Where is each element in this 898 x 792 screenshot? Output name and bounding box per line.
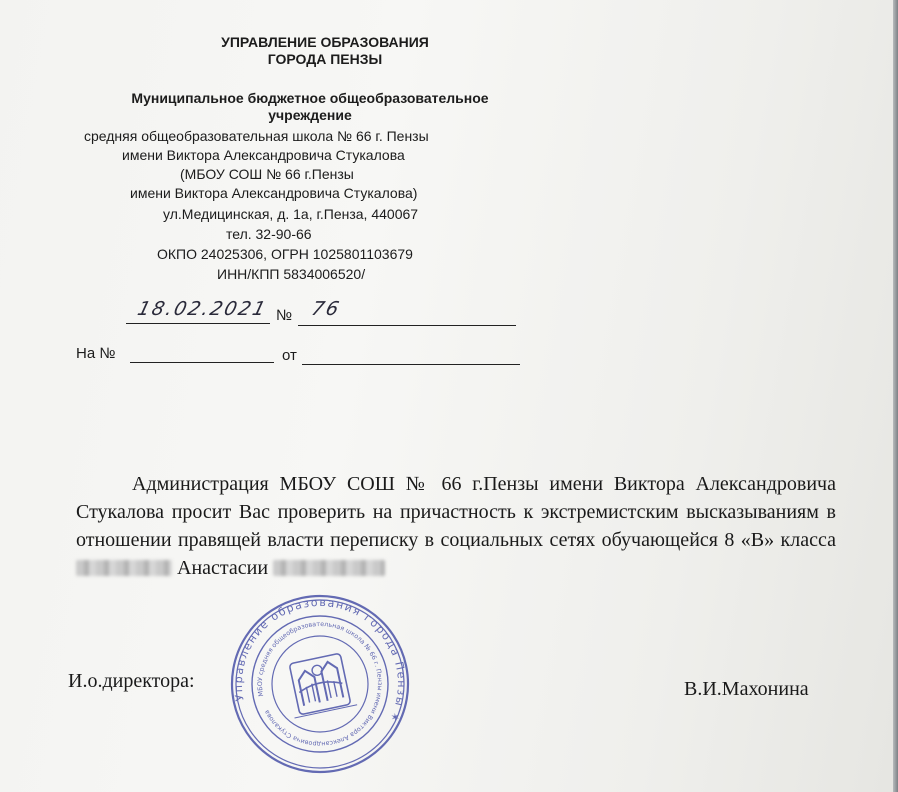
handwritten-number: 76 [309, 298, 343, 320]
institution-type-line1: Муниципальное бюджетное общеобразовательное [131, 90, 489, 106]
short-name-line1: (МБОУ СОШ № 66 г.Пензы [180, 166, 354, 182]
svg-text:МБОУ средняя общеобразовательн: МБОУ средняя общеобразовательная школа № 66 г. Пензы имени Виктора Александровича Стукалова [255, 619, 385, 749]
school-phone: тел. 32-90-66 [226, 226, 312, 242]
authority-title-line1: УПРАВЛЕНИЕ ОБРАЗОВАНИЯ [221, 34, 429, 50]
reference-number-label: На № [76, 345, 116, 362]
svg-text:Управление образования города: Управление образования города Пензы ✶ [231, 595, 409, 726]
school-name-line2: имени Виктора Александровича Стукалова [122, 147, 405, 163]
school-address: ул.Медицинская, д. 1а, г.Пенза, 440067 [163, 206, 419, 222]
body-text: Администрация МБОУ СОШ № 66 г.Пензы имени Виктора Александровича Стукалова просит Вас проверить на причастность к экстремистским высказываниям в отношении правящей власти переписку в социальных сетях обучающейся 8 «В» класса [76, 473, 836, 551]
official-seal-stamp [228, 592, 412, 776]
student-first-name: Анастасии [177, 557, 269, 579]
reference-date-underline [302, 364, 520, 365]
handwritten-date: 18.02.2021 [135, 298, 270, 320]
short-name-line2: имени Виктора Александровича Стукалова) [130, 185, 418, 201]
school-inn: ИНН/КПП 5834006520/ [217, 266, 366, 282]
redacted-surname [76, 560, 172, 576]
authority-title-line2: ГОРОДА ПЕНЗЫ [267, 51, 383, 67]
redacted-patronymic [273, 560, 385, 576]
date-underline [126, 323, 270, 324]
school-codes: ОКПО 24025306, ОГРН 1025801103679 [157, 246, 413, 262]
page-edge-shadow [893, 0, 898, 792]
number-label: № [276, 307, 293, 324]
institution-type-line2: учреждение [268, 107, 352, 123]
signatory-name: В.И.Махонина [684, 678, 809, 700]
reference-number-underline [130, 362, 274, 363]
school-name-line1: средняя общеобразовательная школа № 66 г. Пензы [84, 128, 429, 144]
number-underline [298, 325, 516, 326]
signatory-position: И.о.директора: [68, 670, 195, 692]
letter-body [76, 470, 836, 582]
reference-date-label: от [282, 347, 297, 364]
